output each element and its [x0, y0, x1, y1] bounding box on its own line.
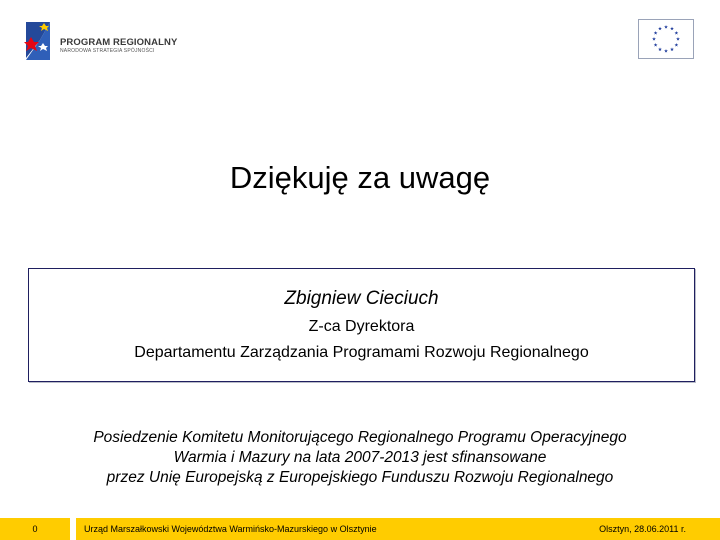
funding-note-line-2: Warmia i Mazury na lata 2007-2013 jest sfinansowane — [173, 449, 547, 466]
footer — [0, 518, 720, 540]
funding-note-line-3: przez Unię Europejską z Europejskiego Funduszu Rozwoju Regionalnego — [106, 469, 614, 486]
funding-note — [0, 428, 720, 488]
speaker-role: Z-ca Dyrektora — [308, 318, 415, 335]
program-regionalny-logo — [22, 18, 197, 64]
page-title: Dziękuję za uwagę — [229, 160, 491, 195]
program-regionalny-logo-icon — [22, 18, 58, 64]
slide-number: 0 — [0, 518, 70, 540]
eu-flag-icon — [638, 19, 694, 59]
logo-title: PROGRAM REGIONALNY — [60, 37, 178, 48]
footer-office: Urząd Marszałkowski Województwa Warmińsko-Mazurskiego w Olsztynie — [84, 524, 377, 534]
logo-subtitle: NARODOWA STRATEGIA SPÓJNOŚCI — [60, 48, 155, 54]
footer-date: Olsztyn, 28.06.2011 r. — [599, 524, 686, 534]
speaker-department: Departamentu Zarządzania Programami Rozwoju Regionalnego — [134, 344, 589, 361]
funding-note-line-1: Posiedzenie Komitetu Monitorującego Regionalnego Programu Operacyjnego — [93, 429, 627, 446]
speaker-box — [28, 268, 695, 382]
speaker-name: Zbigniew Cieciuch — [284, 288, 439, 309]
